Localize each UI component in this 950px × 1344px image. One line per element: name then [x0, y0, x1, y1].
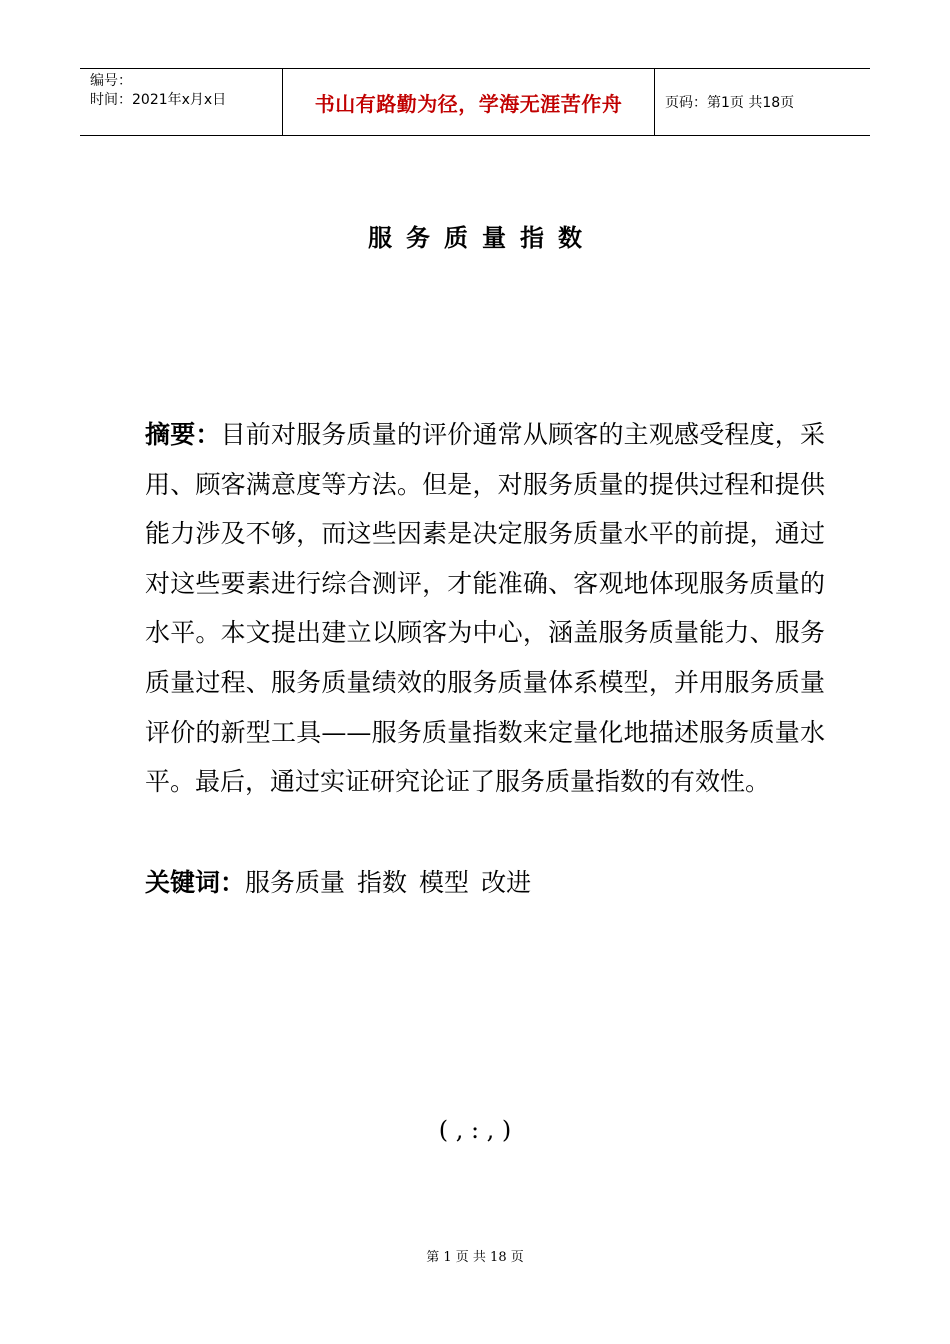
time-label: 时间：2021年x月x日 [90, 92, 227, 108]
document-header [80, 68, 870, 136]
header-meta-cell [80, 69, 282, 135]
abstract-label: 摘要： [145, 420, 221, 449]
abstract-text: 目前对服务质量的评价通常从顾客的主观感受程度，采用、顾客满意度等方法。但是，对服务质量的提供过程和提供能力涉及不够，而这些因素是决定服务质量水平的前提，通过对这些要素进行综合测评，才能准确、客观地体现服务质量的水平。本文提出建立以顾客为中心，涵盖服务质量能力、服务质量过程、服务质量绩效的服务质量体系模型，并用服务质量评价的新型工具——服务质量指数来定量化地描述服务质量水平。最后，通过实证研究论证了服务质量指数的有效性。 [145, 420, 825, 797]
citation-placeholder: ( , : , ) [438, 1116, 512, 1144]
page-title: 服务质量指数 [368, 224, 596, 252]
keyword-item: 改进 [481, 868, 532, 897]
abstract-paragraph [145, 410, 825, 807]
keywords-label: 关键词： [145, 868, 246, 897]
keyword-item: 指数 [357, 868, 408, 897]
header-page-info: 页码：第1页 共18页 [665, 95, 795, 111]
number-label: 编号： [90, 73, 132, 89]
page-footer: 第 1 页 共 18 页 [426, 1250, 524, 1265]
keyword-item: 服务质量 [245, 868, 346, 897]
keywords-line [145, 858, 825, 908]
header-motto: 书山有路勤为径，学海无涯苦作舟 [282, 69, 655, 135]
keyword-item: 模型 [419, 868, 470, 897]
